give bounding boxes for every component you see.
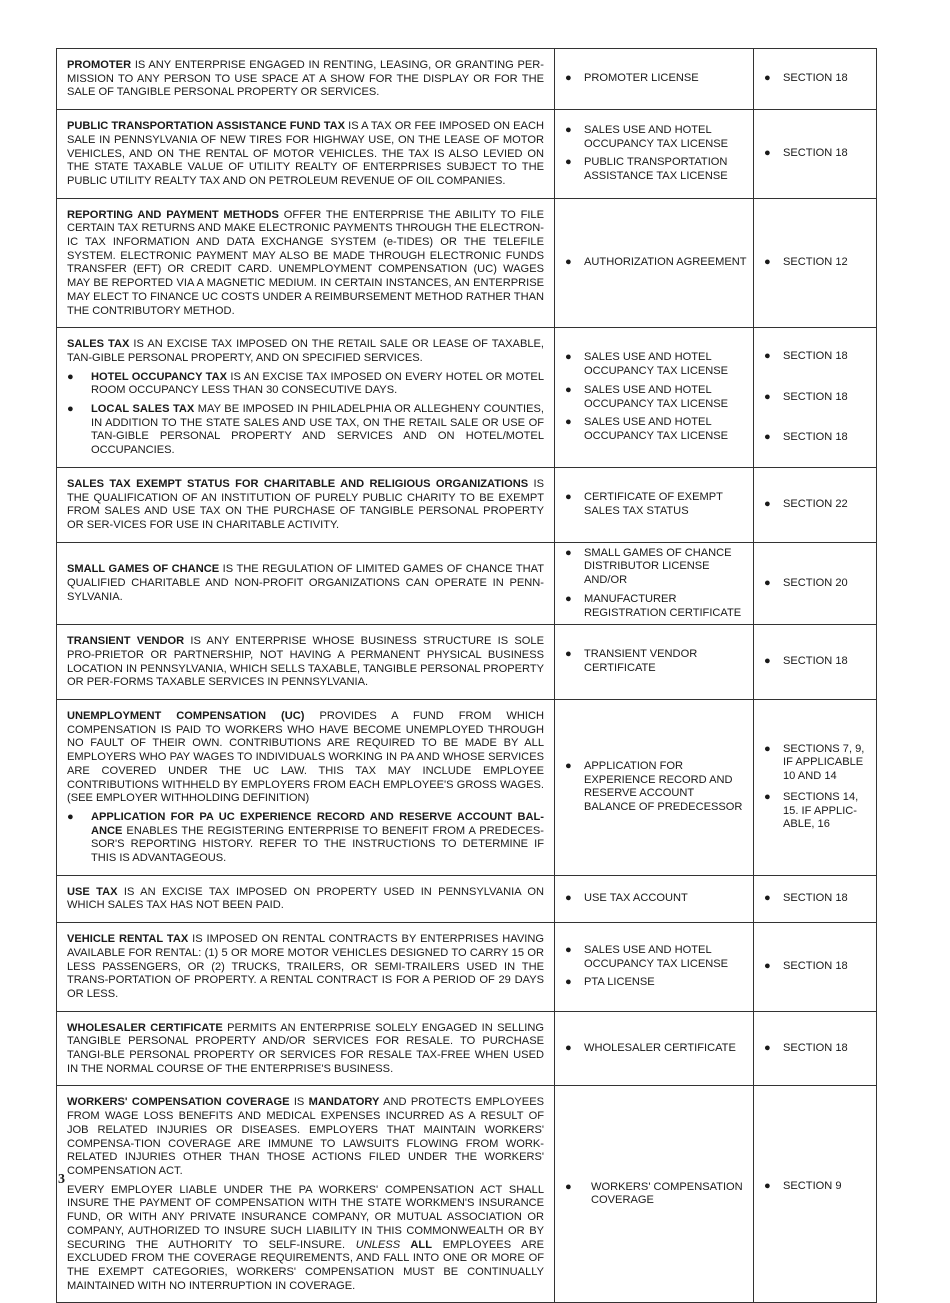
license-item: ● USE TAX ACCOUNT xyxy=(565,892,688,905)
bullet-icon: ● xyxy=(764,390,771,403)
row-licenses xyxy=(555,467,754,542)
row-licenses xyxy=(555,542,754,625)
section-item: ● SECTION 20 xyxy=(764,576,848,589)
row-description xyxy=(57,328,555,468)
row-sections xyxy=(754,625,877,700)
license-item: ● PROMOTER LICENSE xyxy=(565,72,699,85)
section-item: ● SECTION 9 xyxy=(764,1180,842,1193)
bullet-icon: ● xyxy=(565,546,572,559)
bullet-icon: ● xyxy=(565,943,572,956)
section-item: ● SECTION 18 xyxy=(764,390,848,403)
license-item: ● AUTHORIZATION AGREEMENT xyxy=(565,256,747,269)
bullet-icon: ● xyxy=(764,497,771,510)
section-item: ● SECTION 18 xyxy=(764,350,848,362)
row-description xyxy=(57,542,555,625)
bullet-icon: ● xyxy=(764,892,771,905)
bullet-icon: ● xyxy=(764,576,771,589)
license-item: ● SALES USE AND HOTEL OCCUPANCY TAX LICENSE xyxy=(565,416,729,442)
bullet-icon: ● xyxy=(67,810,74,823)
row-licenses xyxy=(555,328,754,468)
term: PROMOTER xyxy=(67,59,132,71)
term: PUBLIC TRANSPORTATION ASSISTANCE FUND TAX xyxy=(67,120,346,133)
definition: IS THE REGULATION OF LIMITED GAMES OF CHANCE THAT QUALIFIED CHARITABLE AND NON-PROFIT ORGANIZATIONS CAN OPERATE IN PENN-SYLVANIA. xyxy=(67,563,545,603)
section-item: ● SECTION 18 xyxy=(764,72,848,85)
row-sections xyxy=(754,110,877,199)
section-item: ● SECTION 18 xyxy=(764,147,848,160)
bullet-icon: ● xyxy=(565,256,572,269)
bullet-icon: ● xyxy=(565,351,572,364)
row-description xyxy=(57,198,555,328)
row-sections xyxy=(754,467,877,542)
section-item: ● SECTION 12 xyxy=(764,256,848,269)
bullet-icon: ● xyxy=(764,72,771,85)
license-item: ● SALES USE AND HOTEL OCCUPANCY TAX LICENSE xyxy=(565,383,729,410)
term: USE TAX xyxy=(67,885,118,898)
license-item: ● TRANSIENT VENDOR CERTIFICATE xyxy=(565,648,698,675)
row-description xyxy=(57,700,555,876)
bullet-icon: ● xyxy=(565,1180,572,1193)
term: VEHICLE RENTAL TAX xyxy=(67,933,189,946)
bullet-icon: ● xyxy=(565,156,572,169)
bullet-icon: ● xyxy=(565,759,572,772)
section-item: ● SECTION 22 xyxy=(764,497,848,510)
bullet-icon: ● xyxy=(764,1180,771,1193)
row-sections xyxy=(754,1011,877,1086)
definition: PROVIDES A FUND FROM WHICH COMPENSATION IS PAID TO WORKERS WHO HAVE BECOME UNEMPLOYED THROUGH NO FAULT OF THEIR OWN. CONTRIBUTIONS ARE REQUIRED TO BE MADE BY ALL EMPLOYERS WHO PAY WAGES TO INDIVIDUALS WORKING IN PA AND WHOSE SERVICES ARE COVERED UNDER THE UC LAW. THIS TAX MAY INCLUDE EMPLOYEE CONTRIBUTIONS WITHHELD BY EMPLOYERS FROM EACH EMPLOYEE'S GROSS WAGES. (SEE EMPLOYER WITHHOLDING DEFINITION) xyxy=(67,710,544,805)
row-licenses xyxy=(555,198,754,328)
term: SMALL GAMES OF CHANCE xyxy=(67,563,220,576)
bullet-icon: ● xyxy=(67,370,74,383)
row-description xyxy=(57,467,555,542)
bullet-icon: ● xyxy=(565,976,572,989)
license-item: ● APPLICATION FOR EXPERIENCE RECORD AND RESERVE ACCOUNT BALANCE OF PREDECESSOR xyxy=(565,759,743,814)
bullet-paragraph: ● LOCAL SALES TAX MAY BE IMPOSED IN PHILADELPHIA OR ALLEGHENY COUNTIES, IN ADDITION TO THE STATE SALES AND USE TAX, ON THE RETAIL SALE OR USE OF TAN-GIBLE PERSONAL PROPERTY AND SERVICES AND ON HOTEL/MOTEL OCCUPANCIES. xyxy=(67,403,544,457)
license-item: ● SALES USE AND HOTEL OCCUPANCY TAX LICENSE xyxy=(565,351,729,378)
bullet-icon: ● xyxy=(565,491,572,504)
license-item: ● SALES USE AND HOTEL OCCUPANCY TAX LICENSE xyxy=(565,943,729,970)
bullet-icon: ● xyxy=(764,431,771,444)
bullet-icon: ● xyxy=(565,1041,572,1054)
license-item: ● PUBLIC TRANSPORTATION ASSISTANCE TAX LICENSE xyxy=(565,156,728,183)
bullet-paragraph: ● APPLICATION FOR PA UC EXPERIENCE RECORD AND RESERVE ACCOUNT BAL-ANCE ENABLES THE REGISTERING ENTERPRISE TO BENEFIT FROM A PREDECES-SOR'S REPORTING HISTORY. REFER TO THE INSTRUCTIONS TO DETERMINE IF THIS IS ADVANTAGEOUS. xyxy=(67,810,544,865)
license-item: ● WHOLESALER CERTIFICATE xyxy=(565,1041,736,1054)
section-item: ● SECTIONS 14, 15. IF APPLIC-ABLE, 16 xyxy=(764,790,859,831)
row-licenses xyxy=(555,700,754,876)
row-licenses xyxy=(555,875,754,922)
license-item: ● WORKERS' COMPENSATION COVERAGE xyxy=(565,1180,743,1207)
row-description xyxy=(57,923,555,1012)
row-sections xyxy=(754,923,877,1012)
row-description xyxy=(57,49,555,110)
definition: IS THE QUALIFICATION OF AN INSTITUTION OF PURELY PUBLIC CHARITY TO BE EXEMPT FROM SALES AND USE TAX ON THE PURCHASE OF TANGIBLE PERSONAL PROPERTY OR SER-VICES FOR USE IN CHARITABLE ACTIVITY. xyxy=(67,477,544,531)
definition: OFFER THE ENTERPRISE THE ABILITY TO FILE CERTAIN TAX RETURNS AND MAKE ELECTRONIC PAYMENTS THROUGH THE ELECTRON-IC TAX INFORMATION AND DATA EXCHANGE SYSTEM (e-TIDES) OR THE TELEFILE SYSTEM. ELECTRONIC PAYMENT MAY ALSO BE MADE THROUGH ELECTRONIC FUNDS TRANSFER (EFT) OR CREDIT CARD. UNEMPLOYMENT COMPENSATION (UC) WAGES MAY BE REPORTED VIA A MAGNETIC MEDIUM. IN CERTAIN INSTANCES, AN ENTERPRISE MAY ELECT TO FINANCE UC COSTS UNDER A REIMBURSEMENT METHOD RATHER THAN THE CONTRIBUTORY METHOD. xyxy=(67,208,544,317)
bullet-icon: ● xyxy=(764,742,771,755)
table-row xyxy=(57,198,877,328)
bullet-icon: ● xyxy=(67,403,74,416)
row-sections xyxy=(754,700,877,876)
license-item: ● MANUFACTURER REGISTRATION CERTIFICATE xyxy=(565,592,742,619)
row-description xyxy=(57,625,555,700)
term: WORKERS' COMPENSATION COVERAGE xyxy=(67,1096,290,1109)
term: UNEMPLOYMENT COMPENSATION (UC) xyxy=(67,710,305,723)
row-sections xyxy=(754,198,877,328)
license-item: ● PTA LICENSE xyxy=(565,976,655,989)
row-sections xyxy=(754,328,877,468)
section-item: ● SECTION 18 xyxy=(764,960,848,973)
definition: IS ANY ENTERPRISE ENGAGED IN RENTING, LEASING, OR GRANTING PER-MISSION TO ANY PERSON TO USE SPACE AT A SHOW FOR THE DISPLAY OR FOR THE SALE OF TANGIBLE PERSONAL PROPERTY OR SERVICES. xyxy=(67,59,544,99)
section-item: ● SECTION 18 xyxy=(764,1041,848,1054)
section-item: ● SECTION 18 xyxy=(764,431,848,444)
page-number: 3 xyxy=(58,1172,65,1187)
row-licenses xyxy=(555,1011,754,1086)
row-sections xyxy=(754,1086,877,1303)
bullet-icon: ● xyxy=(565,383,572,396)
definition: PERMITS AN ENTERPRISE SOLELY ENGAGED IN SELLING TANGIBLE PERSONAL PROPERTY AND/OR SERVICES FOR RESALE. TO PURCHASE TANGI-BLE PERSONAL PROPERTY OR SERVICES FOR RESALE TAX-FREE WHEN USED IN THE NORMAL COURSE OF THE ENTERPRISE'S BUSINESS. xyxy=(67,1021,544,1075)
definition: IS AN EXCISE TAX IMPOSED ON THE RETAIL SALE OR LEASE OF TAXABLE, TAN-GIBLE PERSONAL PROPERTY, AND ON SPECIFIED SERVICES. xyxy=(67,338,544,364)
bullet-icon: ● xyxy=(764,655,771,668)
definition: IS ANY ENTERPRISE WHOSE BUSINESS STRUCTURE IS SOLE PRO-PRIETOR OR PARTNERSHIP, NOT HAVING A PERMANENT PHYSICAL BUSINESS LOCATION IN PENNSYLVANIA, WHICH SELLS TAXABLE, TANGIBLE PERSONAL PROPERTY OR PER-FORMS TAXABLE SERVICES IN PENNSYLVANIA. xyxy=(67,635,544,689)
bullet-icon: ● xyxy=(764,350,771,362)
definition: IS A TAX OR FEE IMPOSED ON EACH SALE IN PENNSYLVANIA OF NEW TIRES FOR HIGHWAY USE, ON THE LEASE OF MOTOR VEHICLES, AND ON THE RENTAL OF MOTOR VEHICLES. THE TAX IS ALSO LEVIED ON THE STATE TAXABLE VALUE OF UTILITY REALTY OF ENTERPRISES SUBJECT TO THE PUBLIC UTILITY REALTY TAX AND ON PETROLEUM REVENUE OF OIL COMPANIES. xyxy=(67,120,544,187)
table-row xyxy=(57,1011,877,1086)
table-row xyxy=(57,923,877,1012)
bullet-icon: ● xyxy=(764,147,771,160)
bullet-icon: ● xyxy=(764,790,771,803)
table-row xyxy=(57,700,877,876)
row-licenses xyxy=(555,625,754,700)
bullet-paragraph: ● HOTEL OCCUPANCY TAX IS AN EXCISE TAX IMPOSED ON EVERY HOTEL OR MOTEL ROOM OCCUPANCY LESS THAN 30 CONSECUTIVE DAYS. xyxy=(67,370,544,397)
row-description xyxy=(57,110,555,199)
row-licenses xyxy=(555,49,754,110)
table-row xyxy=(57,467,877,542)
table-row xyxy=(57,328,877,468)
term: SALES TAX xyxy=(67,338,130,351)
row-licenses xyxy=(555,923,754,1012)
bullet-icon: ● xyxy=(565,72,572,85)
license-item: ● SALES USE AND HOTEL OCCUPANCY TAX LICENSE xyxy=(565,123,729,150)
bullet-icon: ● xyxy=(764,960,771,973)
bullet-icon: ● xyxy=(565,892,572,905)
bullet-icon: ● xyxy=(565,416,572,429)
section-item: ● SECTION 18 xyxy=(764,655,848,668)
definition: IS IMPOSED ON RENTAL CONTRACTS BY ENTERPRISES HAVING AVAILABLE FOR RENTAL: (1) 5 OR MORE MOTOR VEHICLES DESIGNED TO CARRY 15 OR LESS PASSENGERS, OR (2) TRUCKS, TRAILERS, OR SEMI-TRAILERS USED IN THE TRANS-PORTATION OF PROPERTY. A RENTAL CONTRACT IS FOR A PERIOD OF 29 DAYS OR LESS. xyxy=(67,933,544,1000)
table-row xyxy=(57,625,877,700)
term: WHOLESALER CERTIFICATE xyxy=(67,1021,223,1034)
table-row xyxy=(57,49,877,110)
section-item: ● SECTION 18 xyxy=(764,892,848,905)
row-sections xyxy=(754,49,877,110)
row-sections xyxy=(754,875,877,922)
term: TRANSIENT VENDOR xyxy=(67,635,185,648)
bullet-icon: ● xyxy=(764,1041,771,1054)
bullet-icon: ● xyxy=(565,123,572,136)
row-sections xyxy=(754,542,877,625)
bullet-icon: ● xyxy=(764,256,771,269)
license-item: ● CERTIFICATE OF EXEMPT SALES TAX STATUS xyxy=(565,491,723,517)
row-licenses xyxy=(555,1086,754,1303)
table-row xyxy=(57,1086,877,1303)
registration-requirements-table xyxy=(56,48,877,1303)
bullet-icon: ● xyxy=(565,648,572,661)
bullet-icon: ● xyxy=(565,592,572,605)
term: REPORTING AND PAYMENT METHODS xyxy=(67,208,279,221)
table-row xyxy=(57,542,877,625)
license-item: ● SMALL GAMES OF CHANCE DISTRIBUTOR LICENSE AND/OR xyxy=(565,546,732,587)
definition: IS AN EXCISE TAX IMPOSED ON PROPERTY USED IN PENNSYLVANIA ON WHICH SALES TAX HAS NOT BEEN PAID. xyxy=(67,885,545,912)
row-description xyxy=(57,1011,555,1086)
table-row xyxy=(57,110,877,199)
row-description xyxy=(57,875,555,922)
table-row xyxy=(57,875,877,922)
definition: AND PROTECTS EMPLOYEES FROM WAGE LOSS BENEFITS AND MEDICAL EXPENSES INCURRED AS A RESULT OF JOB RELATED INJURIES OR DISEASES. EMPLOYERS THAT MAINTAIN WORKERS' COMPENSA-TION COVERAGE ARE IMMUNE TO LAWSUITS FLOWING FROM WORK-RELATED INJURIES OTHER THAN THOSE ACTIONS FILED UNDER THE WORKERS' COMPENSATION ACT. xyxy=(67,1096,544,1177)
row-description: WORKERS' COMPENSATION COVERAGE IS MANDATORY AND PROTECTS EMPLOYEES FROM WAGE LOSS BENEFITS AND MEDICAL EXPENSES INCURRED AS A RESULT OF JOB RELATED INJURIES OR DISEASES. EMPLOYERS THAT MAINTAIN WORKERS' COMPENSA-TION COVERAGE ARE IMMUNE TO LAWSUITS FLOWING FROM WORK-RELATED INJURIES OTHER THAN THOSE ACTIONS FILED UNDER THE WORKERS' COMPENSATION ACT. EVERY EMPLOYER LIABLE UNDER THE PA WORKERS' COMPENSATION ACT SHALL INSURE THE PAYMENT OF COMPENSATION WITH THE STATE WORKMEN'S INSURANCE FUND, OR WITH ANY PRIVATE INSURANCE COMPANY, OR MUTUAL ASSOCIATION OR COMPANY, AUTHORIZED TO INSURE SUCH LIABILITY IN THIS COMMONWEALTH OR BY SECURING THE AUTHORITY TO SELF-INSURE. UNLESS ALL EMPLOYEES ARE EXCLUDED FROM THE COVERAGE REQUIREMENTS, AND FALL INTO ONE OR MORE OF THE EXEMPT CATEGORIES, WORKERS' COMPENSATION MUST BE CONTINUALLY MAINTAINED WITH NO INTERRUPTION IN COVERAGE. xyxy=(57,1086,555,1303)
section-item: ● SECTIONS 7, 9, IF APPLICABLE 10 AND 14 xyxy=(764,742,865,783)
term: SALES TAX EXEMPT STATUS FOR CHARITABLE AND RELIGIOUS ORGANIZATIONS xyxy=(67,477,529,490)
row-licenses xyxy=(555,110,754,199)
